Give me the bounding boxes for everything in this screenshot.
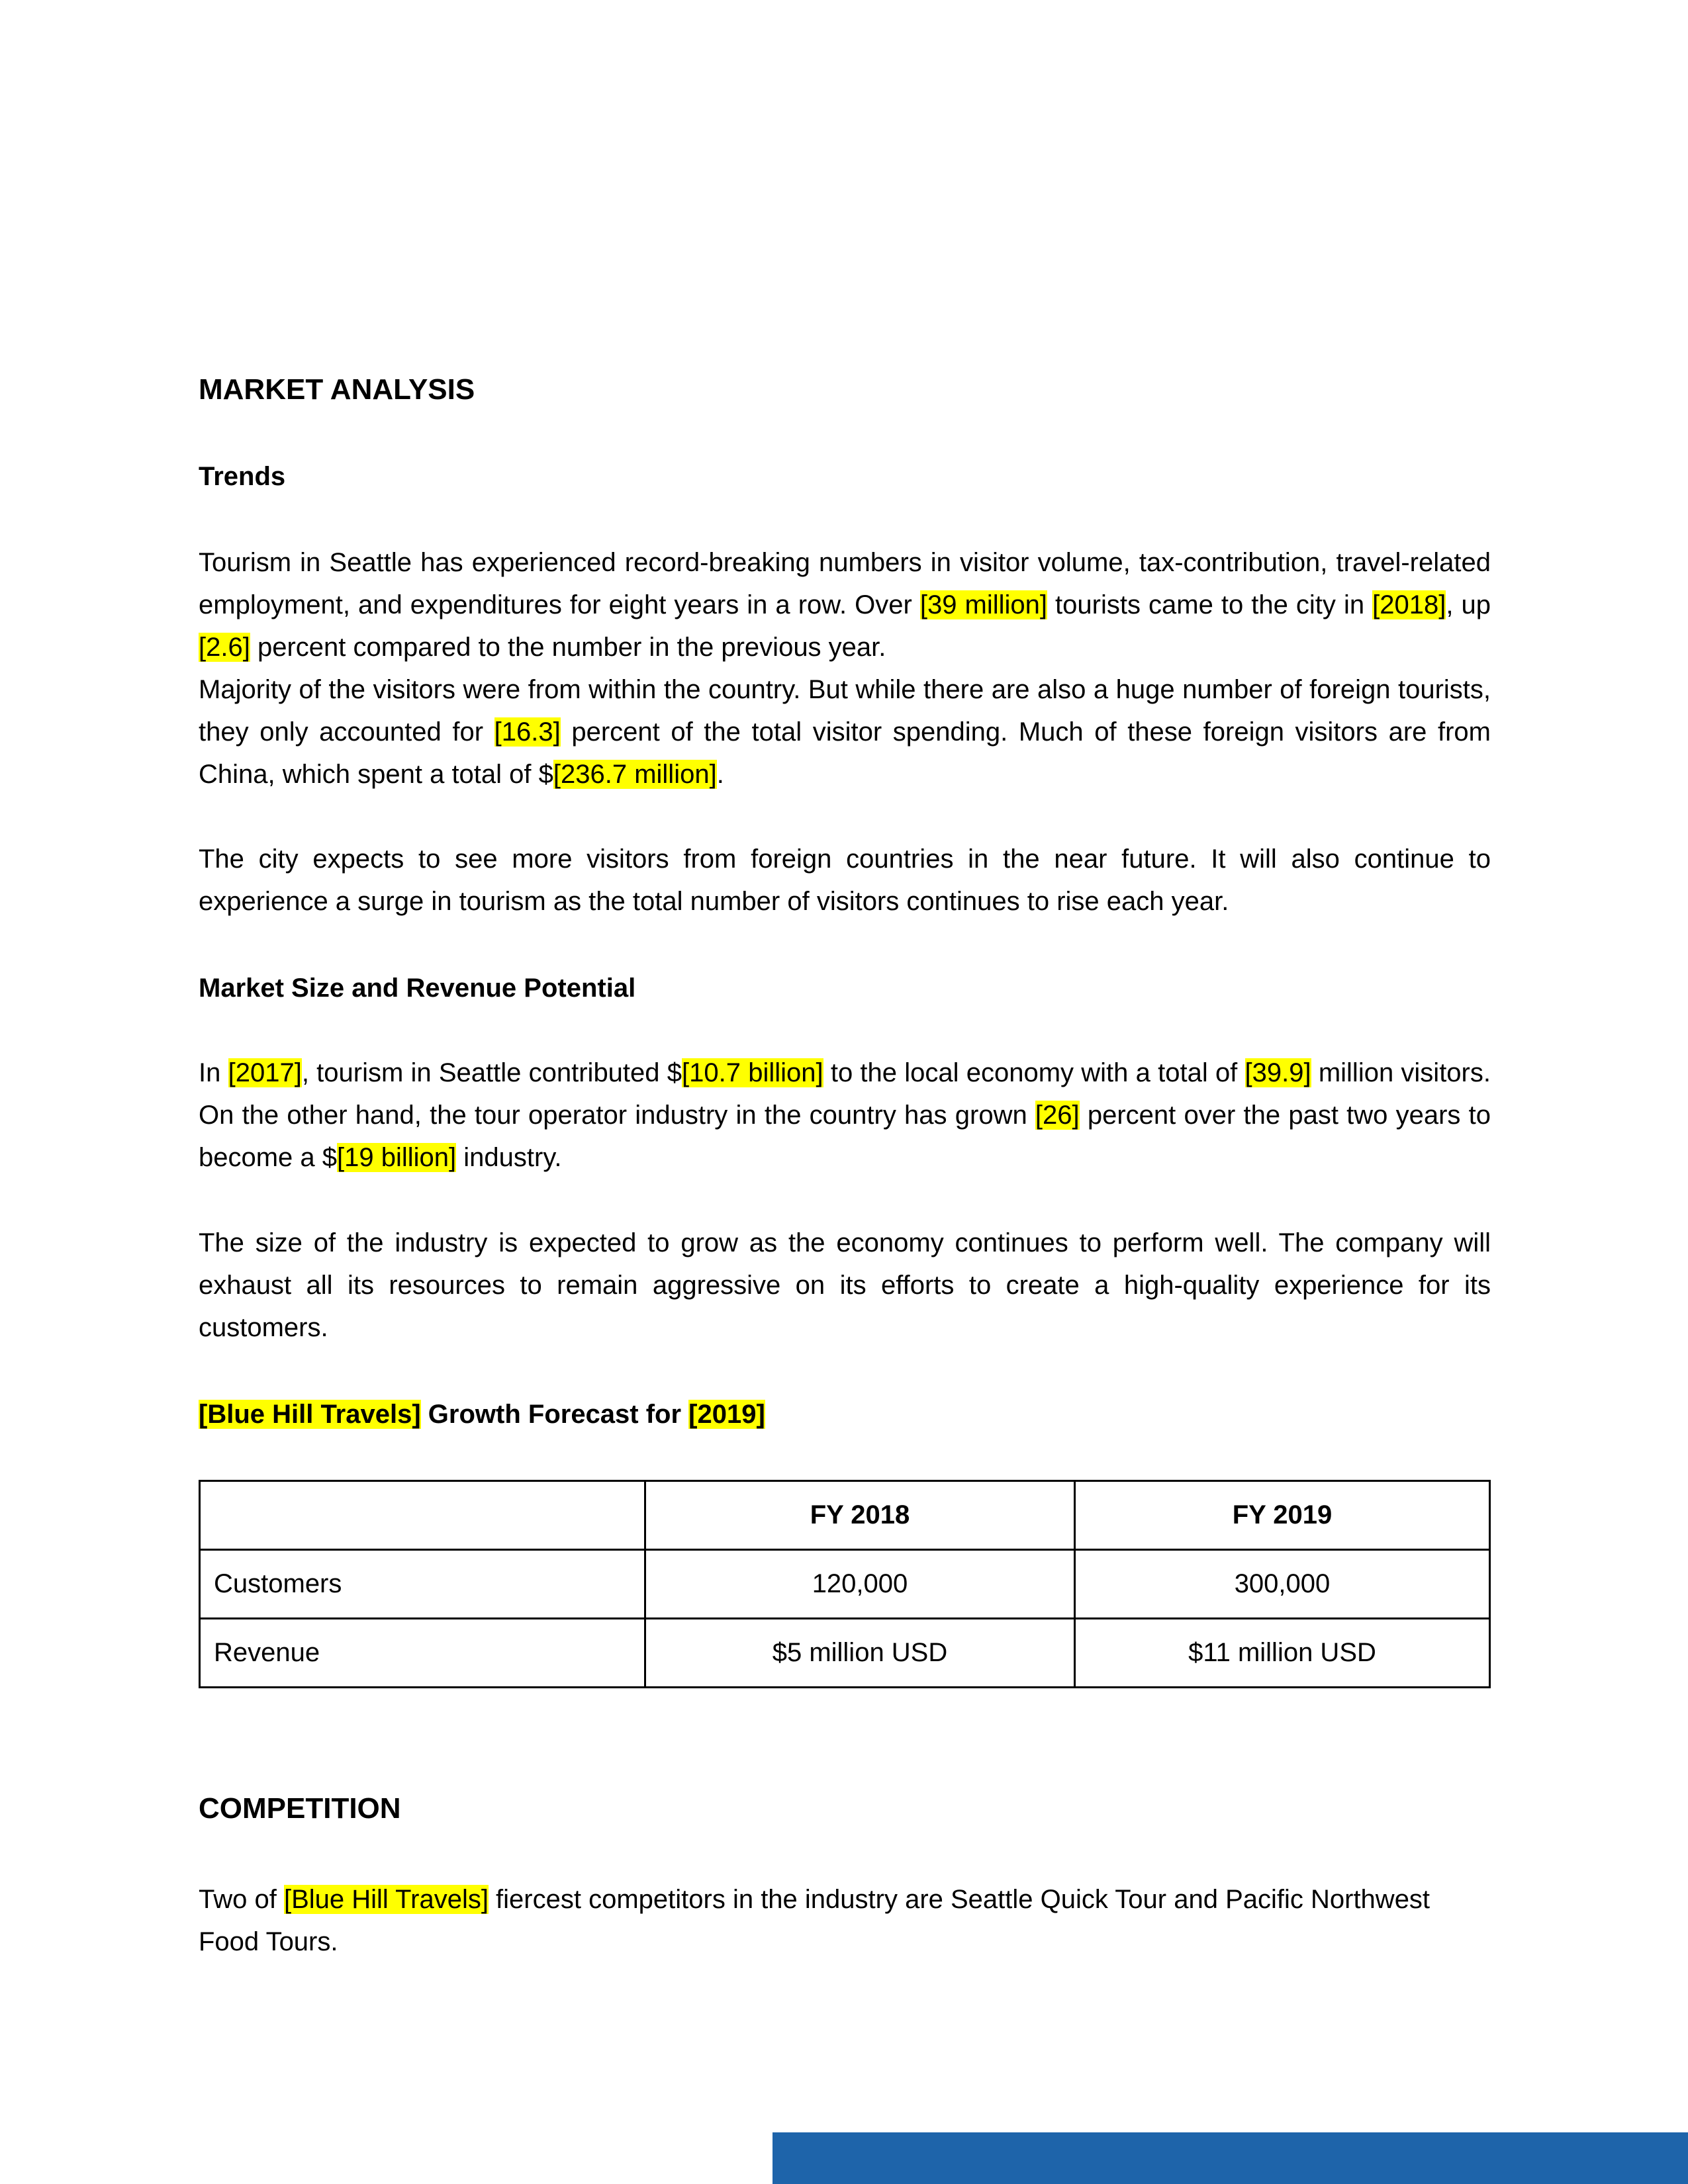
table-header-row xyxy=(200,1481,1490,1550)
table-header-cell: FY 2019 xyxy=(1074,1481,1489,1550)
subheading-trends: Trends xyxy=(199,462,286,491)
subheading-market-size: Market Size and Revenue Potential xyxy=(199,974,636,1003)
highlight-placeholder: [39 million] xyxy=(919,590,1047,619)
section-heading-competition: COMPETITION xyxy=(199,1792,401,1825)
highlight-placeholder: [19 billion] xyxy=(337,1143,457,1172)
table-header-cell xyxy=(200,1481,645,1550)
competition-paragraph: Two of [Blue Hill Travels] fiercest competitors in the industry are Seattle Quick Tour and Pacific Northwest Food Tours. xyxy=(199,1885,1430,1956)
highlight-placeholder: [39.9] xyxy=(1244,1058,1311,1087)
highlight-placeholder: [2019] xyxy=(688,1400,765,1429)
table-cell: 300,000 xyxy=(1074,1550,1489,1619)
table-cell: Customers xyxy=(200,1550,645,1619)
highlight-placeholder: [26] xyxy=(1035,1101,1080,1130)
section-heading-market-analysis: MARKET ANALYSIS xyxy=(199,373,475,406)
table-row xyxy=(200,1619,1490,1688)
growth-forecast-table xyxy=(199,1480,1491,1688)
trends-paragraph-2: Majority of the visitors were from within the country. But while there are also a huge number of foreign tourists, they only accounted for [16.3] percent of the total visitor spending. Much of these foreign visitors are from China, which spent a total of $[236.7 million]. xyxy=(199,675,1491,789)
forecast-heading: [Blue Hill Travels] Growth Forecast for [2019] xyxy=(199,1400,765,1429)
trends-paragraph-1: Tourism in Seattle has experienced record-breaking numbers in visitor volume, tax-contribution, travel-related employment, and expenditures for eight years in a row. Over [39 million] tourists came to the city in [2018], up [2.6] percent compared to the number in the previous year. xyxy=(199,548,1491,662)
trends-paragraph-3: The city expects to see more visitors from foreign countries in the near future. It will also continue to experience a surge in tourism as the total number of visitors continues to rise each year. xyxy=(199,844,1491,916)
table-cell: 120,000 xyxy=(645,1550,1075,1619)
table-cell: $11 million USD xyxy=(1074,1619,1489,1688)
highlight-placeholder: [Blue Hill Travels] xyxy=(283,1885,489,1914)
table-cell: Revenue xyxy=(200,1619,645,1688)
table-row xyxy=(200,1550,1490,1619)
highlight-placeholder: [2018] xyxy=(1372,590,1446,619)
market-size-paragraph-1: In [2017], tourism in Seattle contributed $[10.7 billion] to the local economy with a total of [39.9] million visitors. On the other hand, the tour operator industry in the country has grown [26] percent over the past two years to become a $[19 billion] industry. xyxy=(199,1058,1491,1172)
market-size-paragraph-2: The size of the industry is expected to grow as the economy continues to perform well. The company will exhaust all its resources to remain aggressive on its efforts to create a high-quality experience for its customers. xyxy=(199,1228,1491,1342)
highlight-placeholder: [Blue Hill Travels] xyxy=(199,1400,421,1429)
highlight-placeholder: [10.7 billion] xyxy=(682,1058,823,1087)
highlight-placeholder: [2.6] xyxy=(199,633,250,662)
footer-accent-bar xyxy=(773,2132,1688,2184)
highlight-placeholder: [236.7 million] xyxy=(553,760,717,789)
highlight-placeholder: [16.3] xyxy=(494,717,561,747)
table-cell: $5 million USD xyxy=(645,1619,1075,1688)
table-header-cell: FY 2018 xyxy=(645,1481,1075,1550)
highlight-placeholder: [2017] xyxy=(228,1058,302,1087)
